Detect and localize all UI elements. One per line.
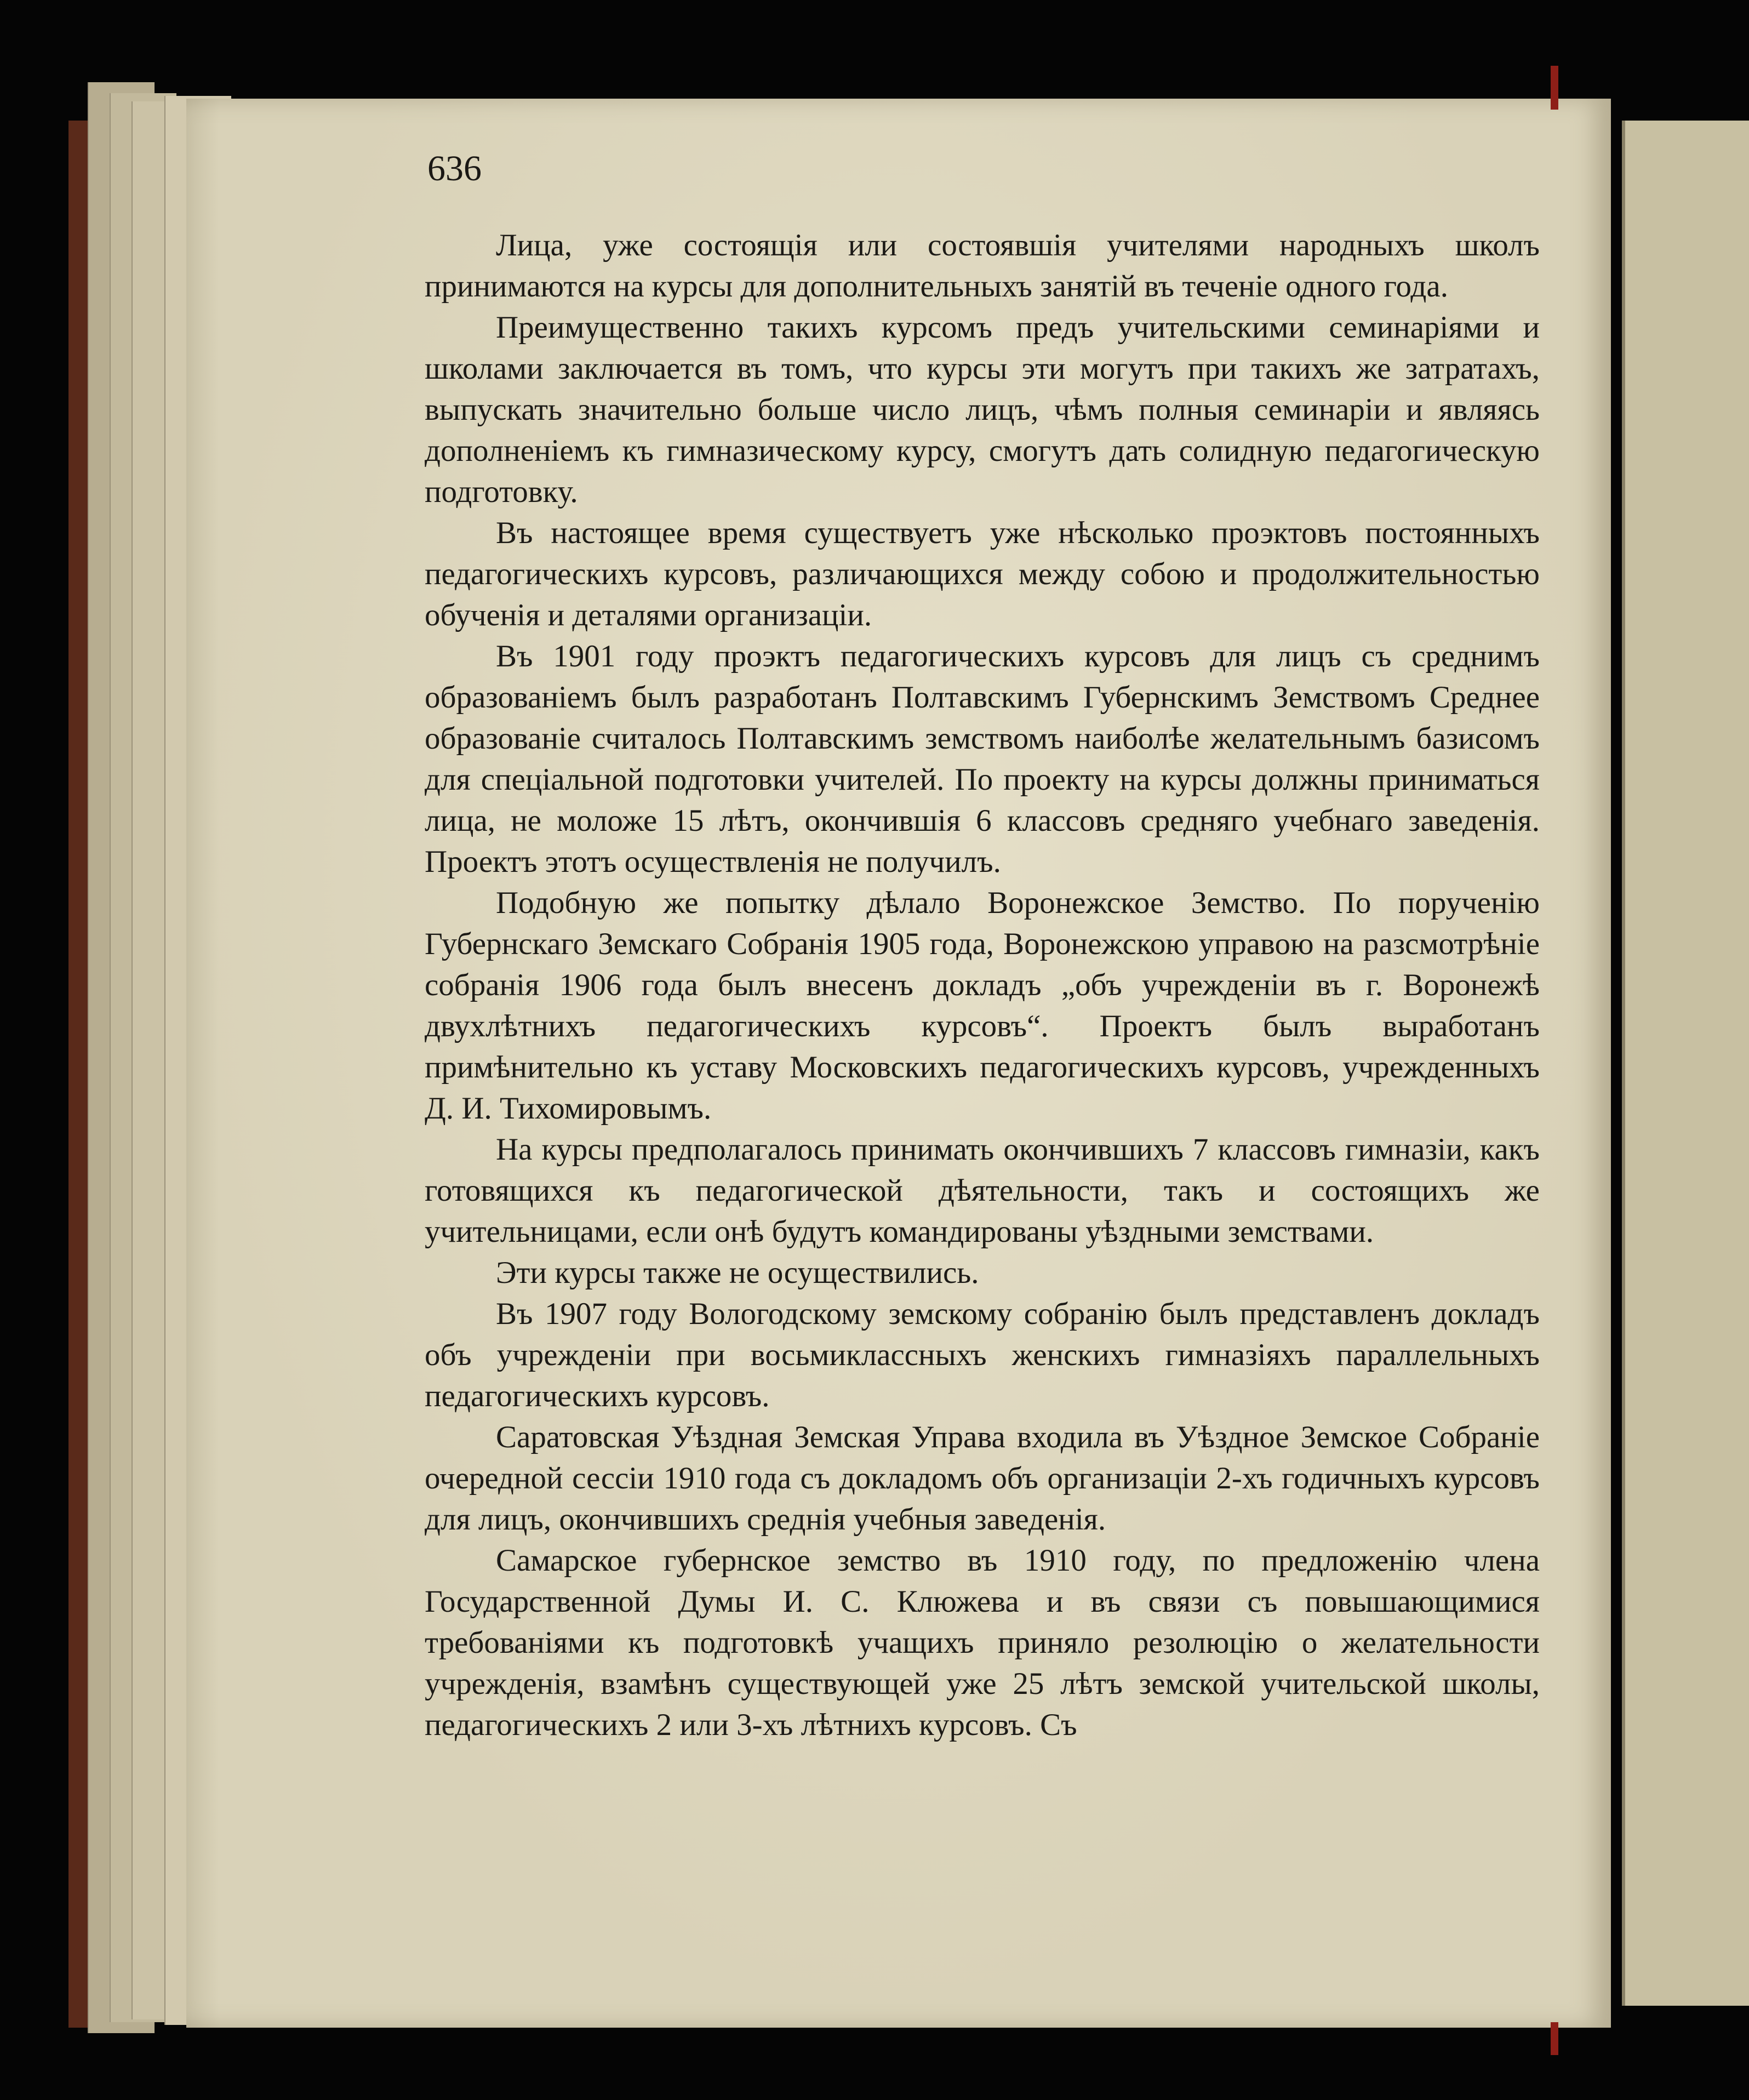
paragraph: Самарское губернское земство въ 1910 году, по предложенію члена Государственной Думы И. С. Клюжева и въ связи съ повышающимися требованіями къ подготовкѣ учащихъ приняло резолюцію о желательности учрежденія, взамѣнъ существующей уже 25 лѣтъ земской учительской школы, педагогическихъ 2 или 3-хъ лѣтнихъ курсовъ. Съ [425, 1543, 1540, 1742]
paragraph: Въ 1907 году Вологодскому земскому собранію былъ представленъ докладъ объ учрежденіи при восьмиклассныхъ женскихъ гимназіяхъ параллельныхъ педагогическихъ курсовъ. [425, 1297, 1540, 1413]
paragraph: Эти курсы также не осуществились. [496, 1256, 979, 1290]
paragraph: Въ настоящее время существуетъ уже нѣсколько проэктовъ постоянныхъ педагогическихъ курсовъ, различающихся между собою и продолжительностью обученія и деталями организаціи. [425, 516, 1540, 632]
paragraph: Преимущественно такихъ курсомъ предъ учительскими семинаріями и школами заключается въ томъ, что курсы эти могутъ при такихъ же затратахъ, выпускать значительно больше число лицъ, чѣмъ полныя семинаріи и являясь дополненіемъ къ гимназическому курсу, смогутъ дать солидную педагогическую подготовку. [425, 310, 1540, 509]
paragraph: Лица, уже состоящія или состоявшія учителями народныхъ школъ принимаются на курсы для дополнительныхъ занятій въ теченіе одного года. [425, 228, 1540, 304]
body-text [425, 225, 1540, 1745]
book-binding [68, 121, 90, 2028]
paragraph: На курсы предполагалось принимать окончившихъ 7 классовъ гимназіи, какъ готовящихся къ педагогической дѣятельности, такъ и состоящихъ же учительницами, если онѣ будутъ командированы уѣздными земствами. [425, 1132, 1540, 1249]
page-number: 636 [427, 149, 482, 189]
bookmark-ribbon [1551, 66, 1558, 110]
paragraph: Въ 1901 году проэктъ педагогическихъ курсовъ для лицъ съ среднимъ образованіемъ былъ разработанъ Полтавскимъ Губернскимъ Земствомъ Среднее образованіе считалось Полтавскимъ земствомъ наиболѣе желательнымъ базисомъ для спеціальной подготовки учителей. По проекту на курсы должны приниматься лица, не моложе 15 лѣтъ, окончившія 6 классовъ средняго учебнаго заведенія. Проектъ этотъ осуществленія не получилъ. [425, 639, 1540, 879]
facing-page [1622, 121, 1749, 2006]
bookmark-ribbon [1551, 2022, 1558, 2055]
paragraph: Подобную же попытку дѣлало Воронежское Земство. По порученію Губернскаго Земскаго Собранія 1905 года, Воронежскою управою на разсмотрѣніе собранія 1906 года былъ внесенъ докладъ „объ учрежденіи въ г. Воронежѣ двухлѣтнихъ педагогическихъ курсовъ“. Проектъ былъ выработанъ примѣнительно къ уставу Московскихъ педагогическихъ курсовъ, учрежденныхъ Д. И. Тихомировымъ. [425, 886, 1540, 1126]
paragraph: Саратовская Уѣздная Земская Управа входила въ Уѣздное Земское Собраніе очередной сессіи 1910 года съ докладомъ объ организаціи 2-хъ годичныхъ курсовъ для лицъ, окончившихъ среднія учебныя заведенія. [425, 1420, 1540, 1537]
